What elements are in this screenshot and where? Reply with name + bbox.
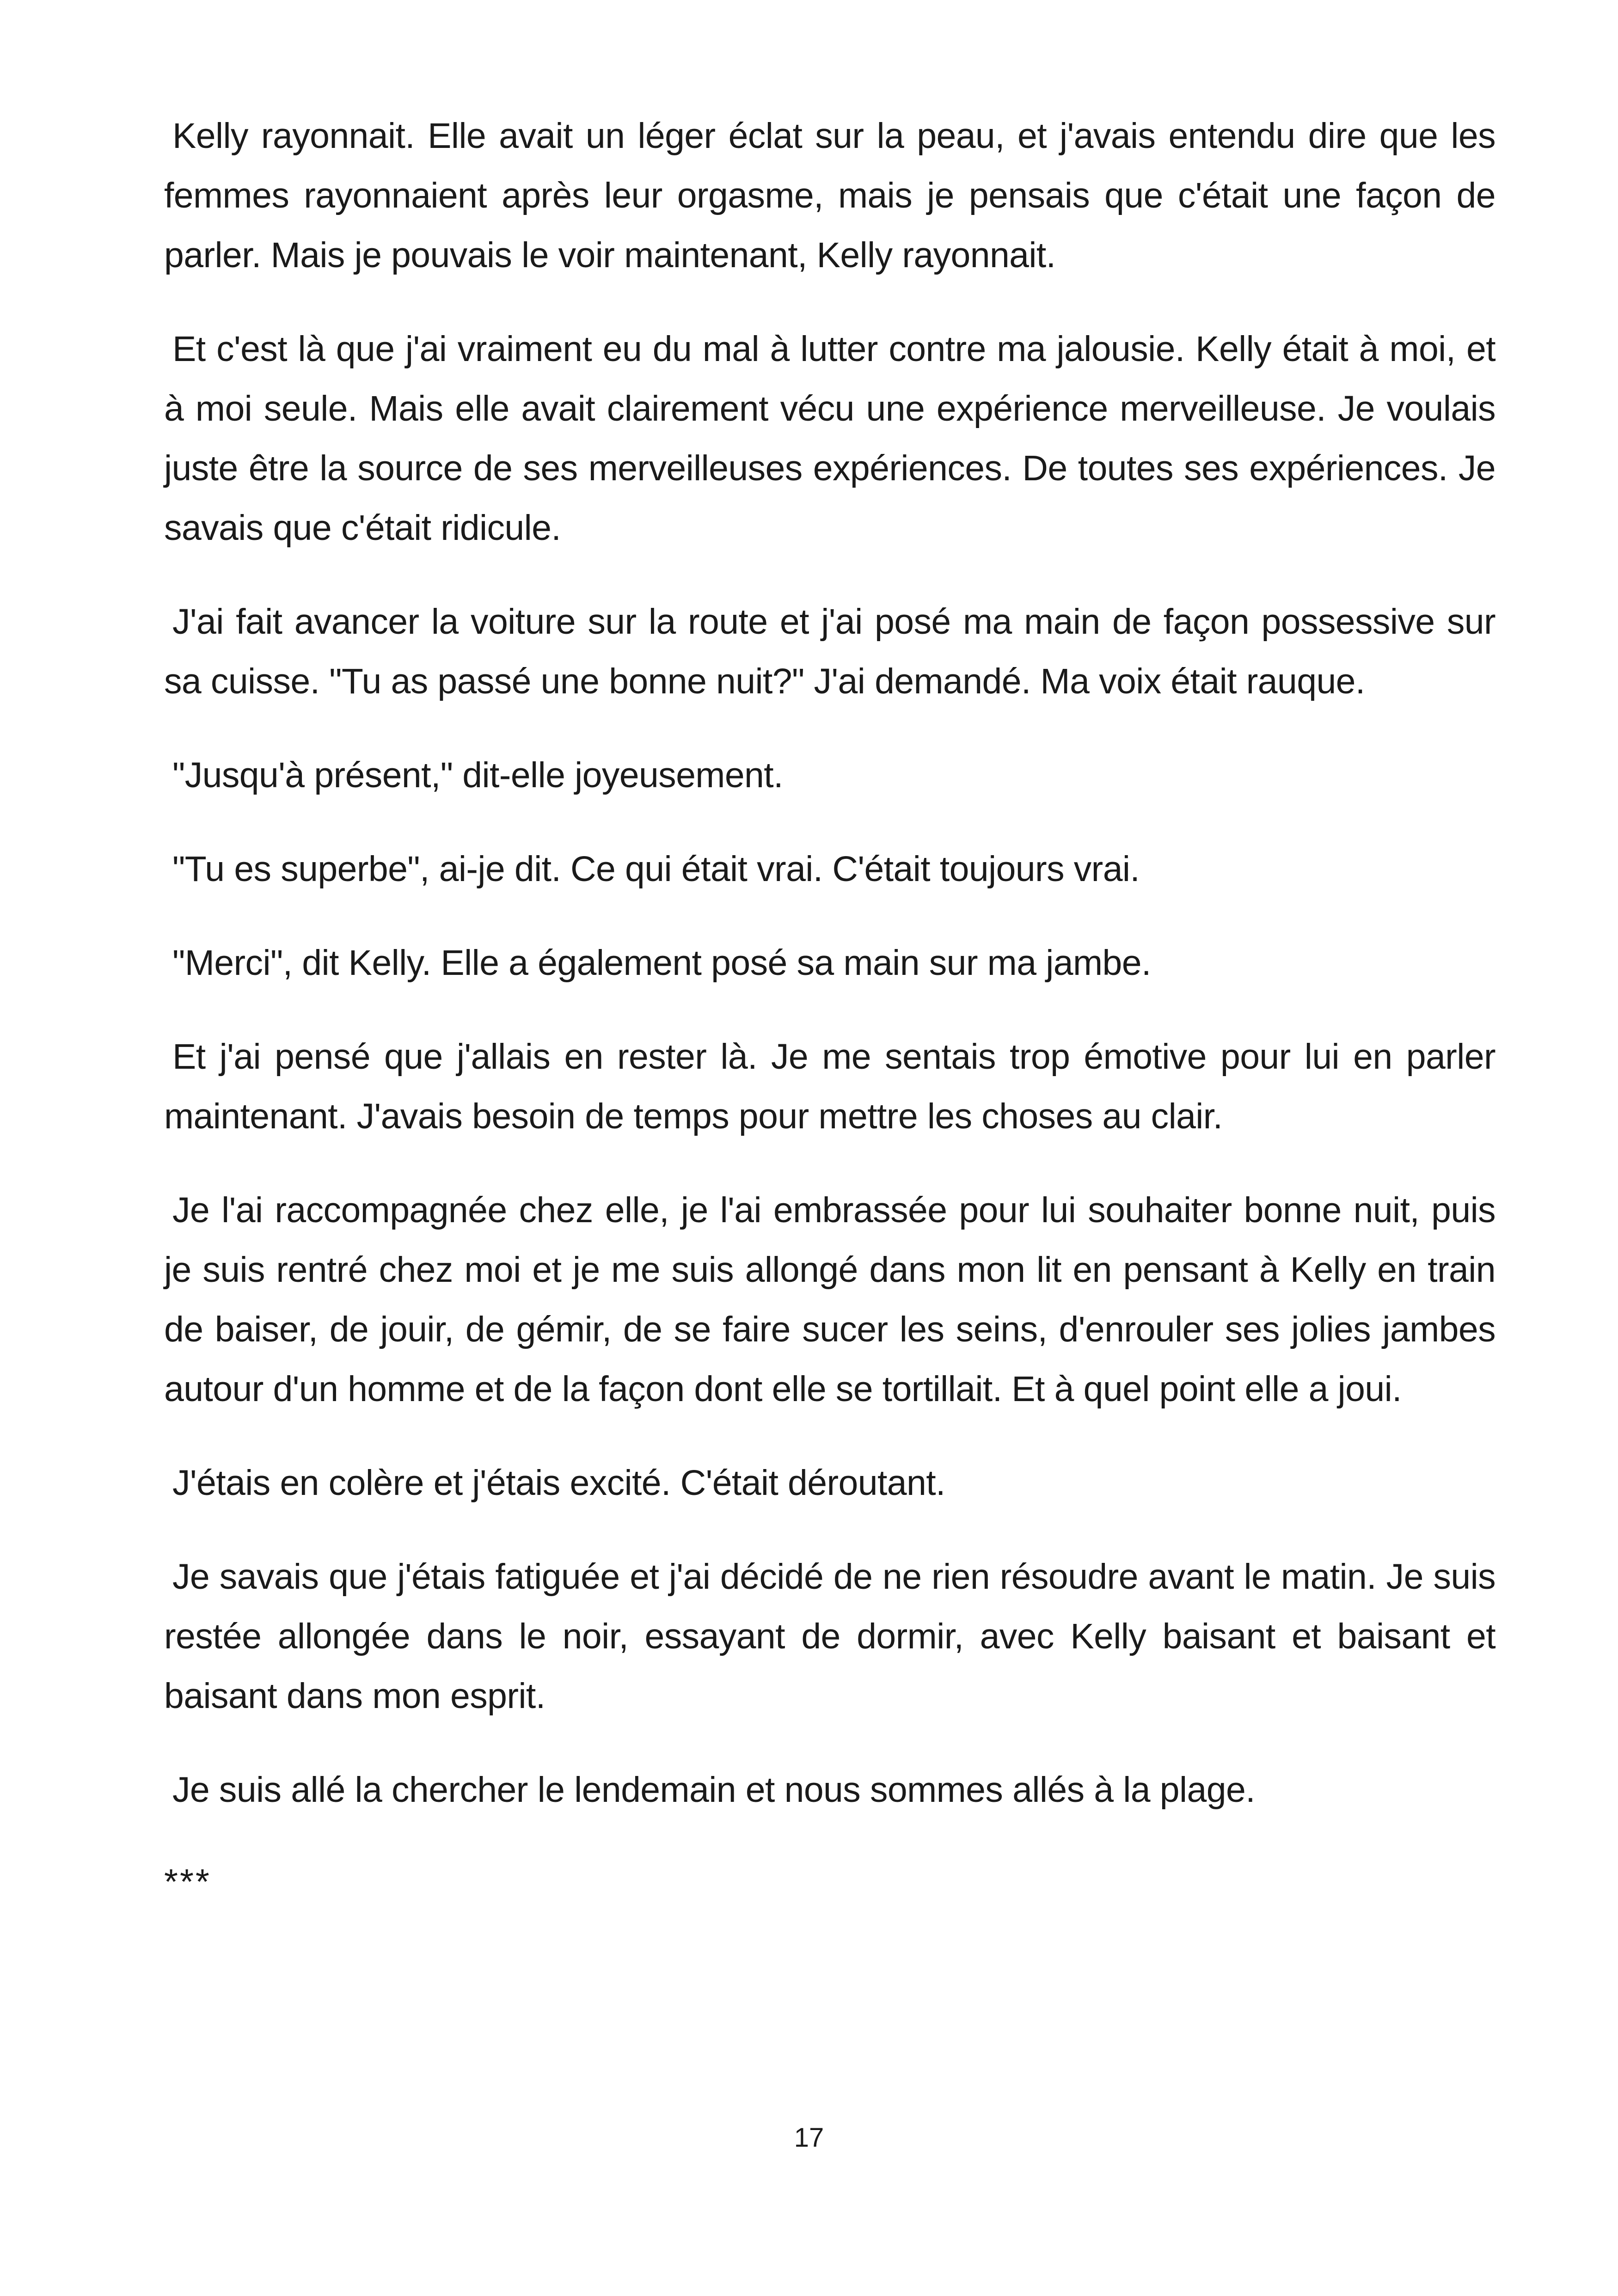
paragraph: J'ai fait avancer la voiture sur la route et j'ai posé ma main de façon possessive sur sa cuisse. "Tu as passé une bonne nuit?" J'ai demandé. Ma voix était rauque.: [164, 602, 1495, 701]
paragraph: Kelly rayonnait. Elle avait un léger éclat sur la peau, et j'avais entendu dire que les femmes rayonnaient après leur orgasme, mais je pensais que c'était une façon de parler. Mais je pouvais le voir maintenant, Kelly rayonnait.: [164, 116, 1495, 275]
paragraph: J'étais en colère et j'étais excité. C'était déroutant.: [172, 1463, 945, 1503]
paragraph: Et c'est là que j'ai vraiment eu du mal à lutter contre ma jalousie. Kelly était à moi, et à moi seule. Mais elle avait clairement vécu une expérience merveilleuse. Je voulais juste être la source de ses merveilleuses expériences. De toutes ses expériences. Je savais que c'était ridicule.: [164, 329, 1495, 548]
paragraph: Je savais que j'étais fatiguée et j'ai décidé de ne rien résoudre avant le matin. Je suis restée allongée dans le noir, essayant de dormir, avec Kelly baisant et baisant et baisant dans mon esprit.: [164, 1557, 1495, 1716]
paragraph: "Tu es superbe", ai-je dit. Ce qui était vrai. C'était toujours vrai.: [172, 849, 1140, 889]
paragraph: Et j'ai pensé que j'allais en rester là. Je me sentais trop émotive pour lui en parler maintenant. J'avais besoin de temps pour mettre les choses au clair.: [164, 1037, 1495, 1136]
paragraph: Je suis allé la chercher le lendemain et nous sommes allés à la plage.: [172, 1770, 1255, 1810]
page-number: 17: [794, 2123, 824, 2153]
body-text: [164, 106, 1495, 1910]
section-separator: ***: [164, 1862, 211, 1902]
paragraph: "Merci", dit Kelly. Elle a également posé sa main sur ma jambe.: [172, 943, 1151, 983]
paragraph: Je l'ai raccompagnée chez elle, je l'ai embrassée pour lui souhaiter bonne nuit, puis je suis rentré chez moi et je me suis allongé dans mon lit en pensant à Kelly en train de baiser, de jouir, de gémir, de se faire sucer les seins, d'enrouler ses jolies jambes autour d'un homme et de la façon dont elle se tortillait. Et à quel point elle a joui.: [164, 1190, 1495, 1409]
paragraph: "Jusqu'à présent," dit-elle joyeusement.: [172, 755, 783, 795]
